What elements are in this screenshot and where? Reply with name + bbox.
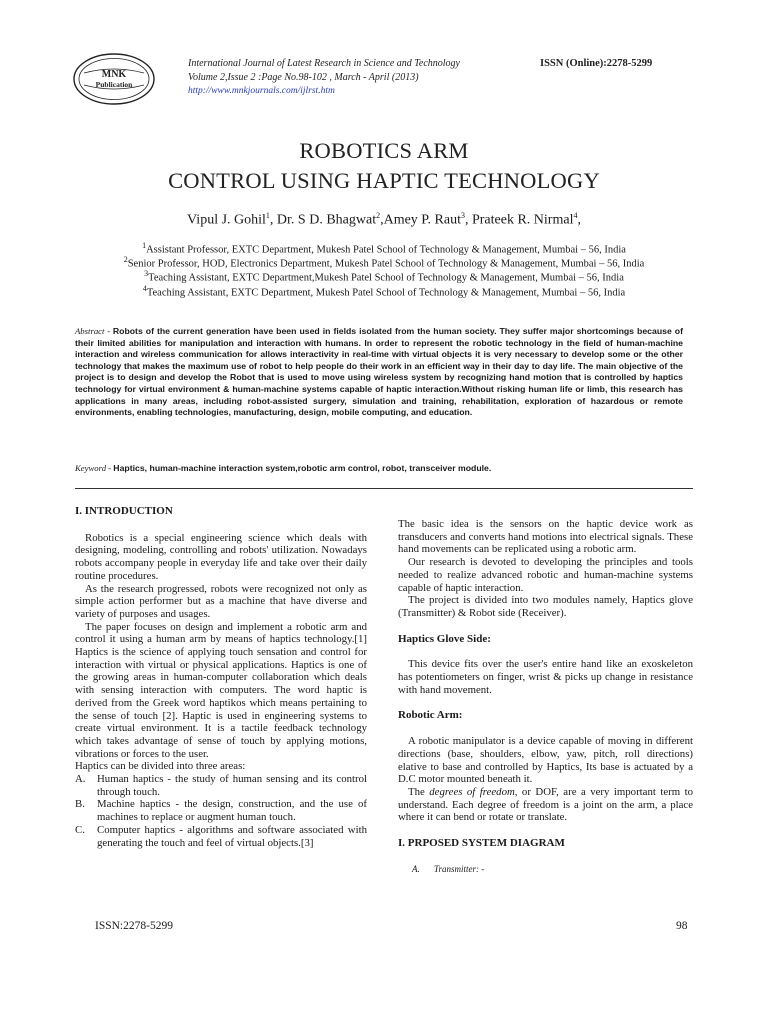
affiliation-text: Senior Professor, HOD, Electronics Department, Mukesh Patel School of Technology & Management, Mumbai – 56, India xyxy=(127,258,645,270)
header-issn: ISSN (Online):2278-5299 xyxy=(540,58,653,69)
author-name: , Prateek R. Nirmal xyxy=(464,212,574,228)
list-item xyxy=(75,824,367,849)
list-item xyxy=(75,773,367,798)
author-name: Vipul J. Gohil xyxy=(187,212,266,228)
transmitter-marker: A. xyxy=(412,863,420,874)
affiliation-text: Teaching Assistant, EXTC Department, Mukesh Patel School of Technology & Management, Mumbai – 56, India xyxy=(146,287,626,299)
dof-text-post: , or DOF, are a very important term to understand. Each degree of freedom is a joint on the arm, a place where it can bend or rotate or translate. xyxy=(398,785,693,824)
keyword-label: Keyword - xyxy=(75,463,114,473)
list-text: Machine haptics - the design, construction, and the use of machines to replace or augment human touch. xyxy=(97,798,367,824)
author-sup: 1 xyxy=(265,211,270,220)
list-marker: B. xyxy=(75,798,85,811)
right-paragraph-1: The basic idea is the sensors on the haptic device work as transducers and converts hand motions into electrical signals. These hand movements can be replicated using a robotic arm. xyxy=(398,518,693,556)
affiliation-sup: 3 xyxy=(144,269,149,278)
glove-paragraph: This device fits over the user's entire hand like an exoskeleton has potentiometers on finger, wrist & picks up change in resistance with hand movement. xyxy=(398,658,693,696)
affiliation-text: Teaching Assistant, EXTC Department,Mukesh Patel School of Technology & Management, Mumbai – 56, India xyxy=(148,272,624,284)
dof-paragraph xyxy=(398,786,693,824)
affiliation-sup: 1 xyxy=(142,241,147,250)
author-sup: 3 xyxy=(460,211,465,220)
logo-text-mnk: MNK xyxy=(101,69,127,80)
author-name: , Dr. S D. Bhagwat xyxy=(269,212,377,228)
footer-issn: ISSN:2278-5299 xyxy=(95,920,173,932)
author-name: ,Amey P. Raut xyxy=(380,212,461,228)
dof-text-pre: The xyxy=(408,785,430,798)
subheading-robotic-arm: Robotic Arm: xyxy=(398,709,463,722)
journal-url-link[interactable]: http://www.mnkjournals.com/ijlrst.htm xyxy=(188,86,335,96)
list-marker: C. xyxy=(75,823,85,836)
list-text: Human haptics - the study of human sensing and its control through touch. xyxy=(97,773,367,798)
author-list-end: , xyxy=(577,212,581,228)
intro-paragraph-4: Haptics can be divided into three areas: xyxy=(75,760,246,773)
intro-paragraph-2: As the research progressed, robots were recognized not only as simple action performer but as a machine that have diverse and variety of purposes and usages. xyxy=(75,582,367,620)
abstract xyxy=(75,326,683,419)
page-number: 98 xyxy=(676,920,688,932)
right-paragraph-3: The project is divided into two modules namely, Haptics glove (Transmitter) & Robot side (Receiver). xyxy=(398,594,693,619)
list-text: Computer haptics - algorithms and software associated with generating the touch and feel of virtual objects.[3] xyxy=(97,823,367,849)
journal-volume: Volume 2,Issue 2 :Page No.98-102 , March - April (2013) xyxy=(188,72,419,83)
keywords xyxy=(75,463,683,473)
subheading-haptics-glove: Haptics Glove Side: xyxy=(398,632,491,645)
affiliation-text: Assistant Professor, EXTC Department, Mukesh Patel School of Technology & Management, Mumbai – 56, India xyxy=(146,244,626,256)
section-heading-system-diagram: I. PRPOSED SYSTEM DIAGRAM xyxy=(398,837,565,850)
affiliation-sup: 2 xyxy=(123,255,128,264)
author-list xyxy=(0,211,768,229)
haptics-areas-list xyxy=(75,773,367,849)
abstract-text: Robots of the current generation have been used in fields isolated from the human society. They suffer major shortcomings because of their limited abilities for manipulation and interaction with humans. In order to represent the robotic technology in the field of human-machine interaction and wireless communication for allows interactivity in real-time with virtual objects it is very necessary to develop some or the other technology that makes the maximum use of robot to help people do their work in an efficient way in their day to day life. The main objective of the project is to design and develop the Robot that is used to move using wireless system by recognizing hand motion that is controlled by haptics technology for virtual environment & human-machine systems capable of haptic interaction.Without risking human life or limb, this research has applications in many areas, including robot-assisted surgery, simulation and training, rehabilitation, exploration of hazardous or remote environments, enabling technologies, manufacturing, design, mobile computing, and education. xyxy=(75,326,683,418)
mnk-publication-logo xyxy=(72,52,156,106)
intro-paragraph-1: Robotics is a special engineering science which deals with designing, modeling, controlling and robots' utilization. Nowadays robots accompany people in everyday life and take over their daily routine procedures. xyxy=(75,531,367,582)
right-paragraph-2: Our research is devoted to developing the principles and tools needed to realize advanced robotic and human-machine systems capable of haptic interaction. xyxy=(398,556,693,594)
intro-paragraph-3: The paper focuses on design and implement a robotic arm and control it using a human arm by means of haptics technology.[1] Haptics is the science of applying touch sensation and control for interaction with virtual or physical applications. Haptics is one of the growing areas in human-computer collaboration which deals with sensing interaction with computers. The word haptic is derived from the Greek word haptikos which means pertaining to the sense of touch [2]. Haptic is used in engineering systems to create virtual environment. It is a tactile feedback technology which takes advantage of sense of touch by applying motions, vibrations or forces to the user. xyxy=(75,620,367,760)
author-sup: 4 xyxy=(573,211,578,220)
list-marker: A. xyxy=(75,773,86,786)
dof-term: degrees of freedom xyxy=(429,785,515,798)
author-sup: 2 xyxy=(376,211,381,220)
right-column xyxy=(398,518,693,875)
section-divider xyxy=(75,488,693,489)
section-heading-introduction: I. INTRODUCTION xyxy=(75,505,173,517)
journal-name: International Journal of Latest Research in Science and Technology xyxy=(188,58,460,69)
transmitter-subheading xyxy=(398,863,693,876)
abstract-label: Abstract - xyxy=(75,326,113,336)
keyword-text: Haptics, human-machine interaction system,robotic arm control, robot, transceiver module. xyxy=(113,463,492,473)
transmitter-label: Transmitter: - xyxy=(434,863,485,874)
affiliation-4 xyxy=(0,282,768,301)
affiliation-sup: 4 xyxy=(142,284,147,293)
paper-title-line-1: ROBOTICS ARM xyxy=(299,138,469,163)
logo-text-publication: Publication xyxy=(95,80,133,89)
left-column xyxy=(75,505,367,849)
robotic-arm-paragraph: A robotic manipulator is a device capable of moving in different directions (base, shoulders, elbow, yaw, pitch, roll directions) elative to base and controlled by Haptics, Its base is actuated by a D.C motor mounted beneath it. xyxy=(398,735,693,786)
list-item xyxy=(75,798,367,823)
paper-title-line-2: CONTROL USING HAPTIC TECHNOLOGY xyxy=(168,168,600,193)
